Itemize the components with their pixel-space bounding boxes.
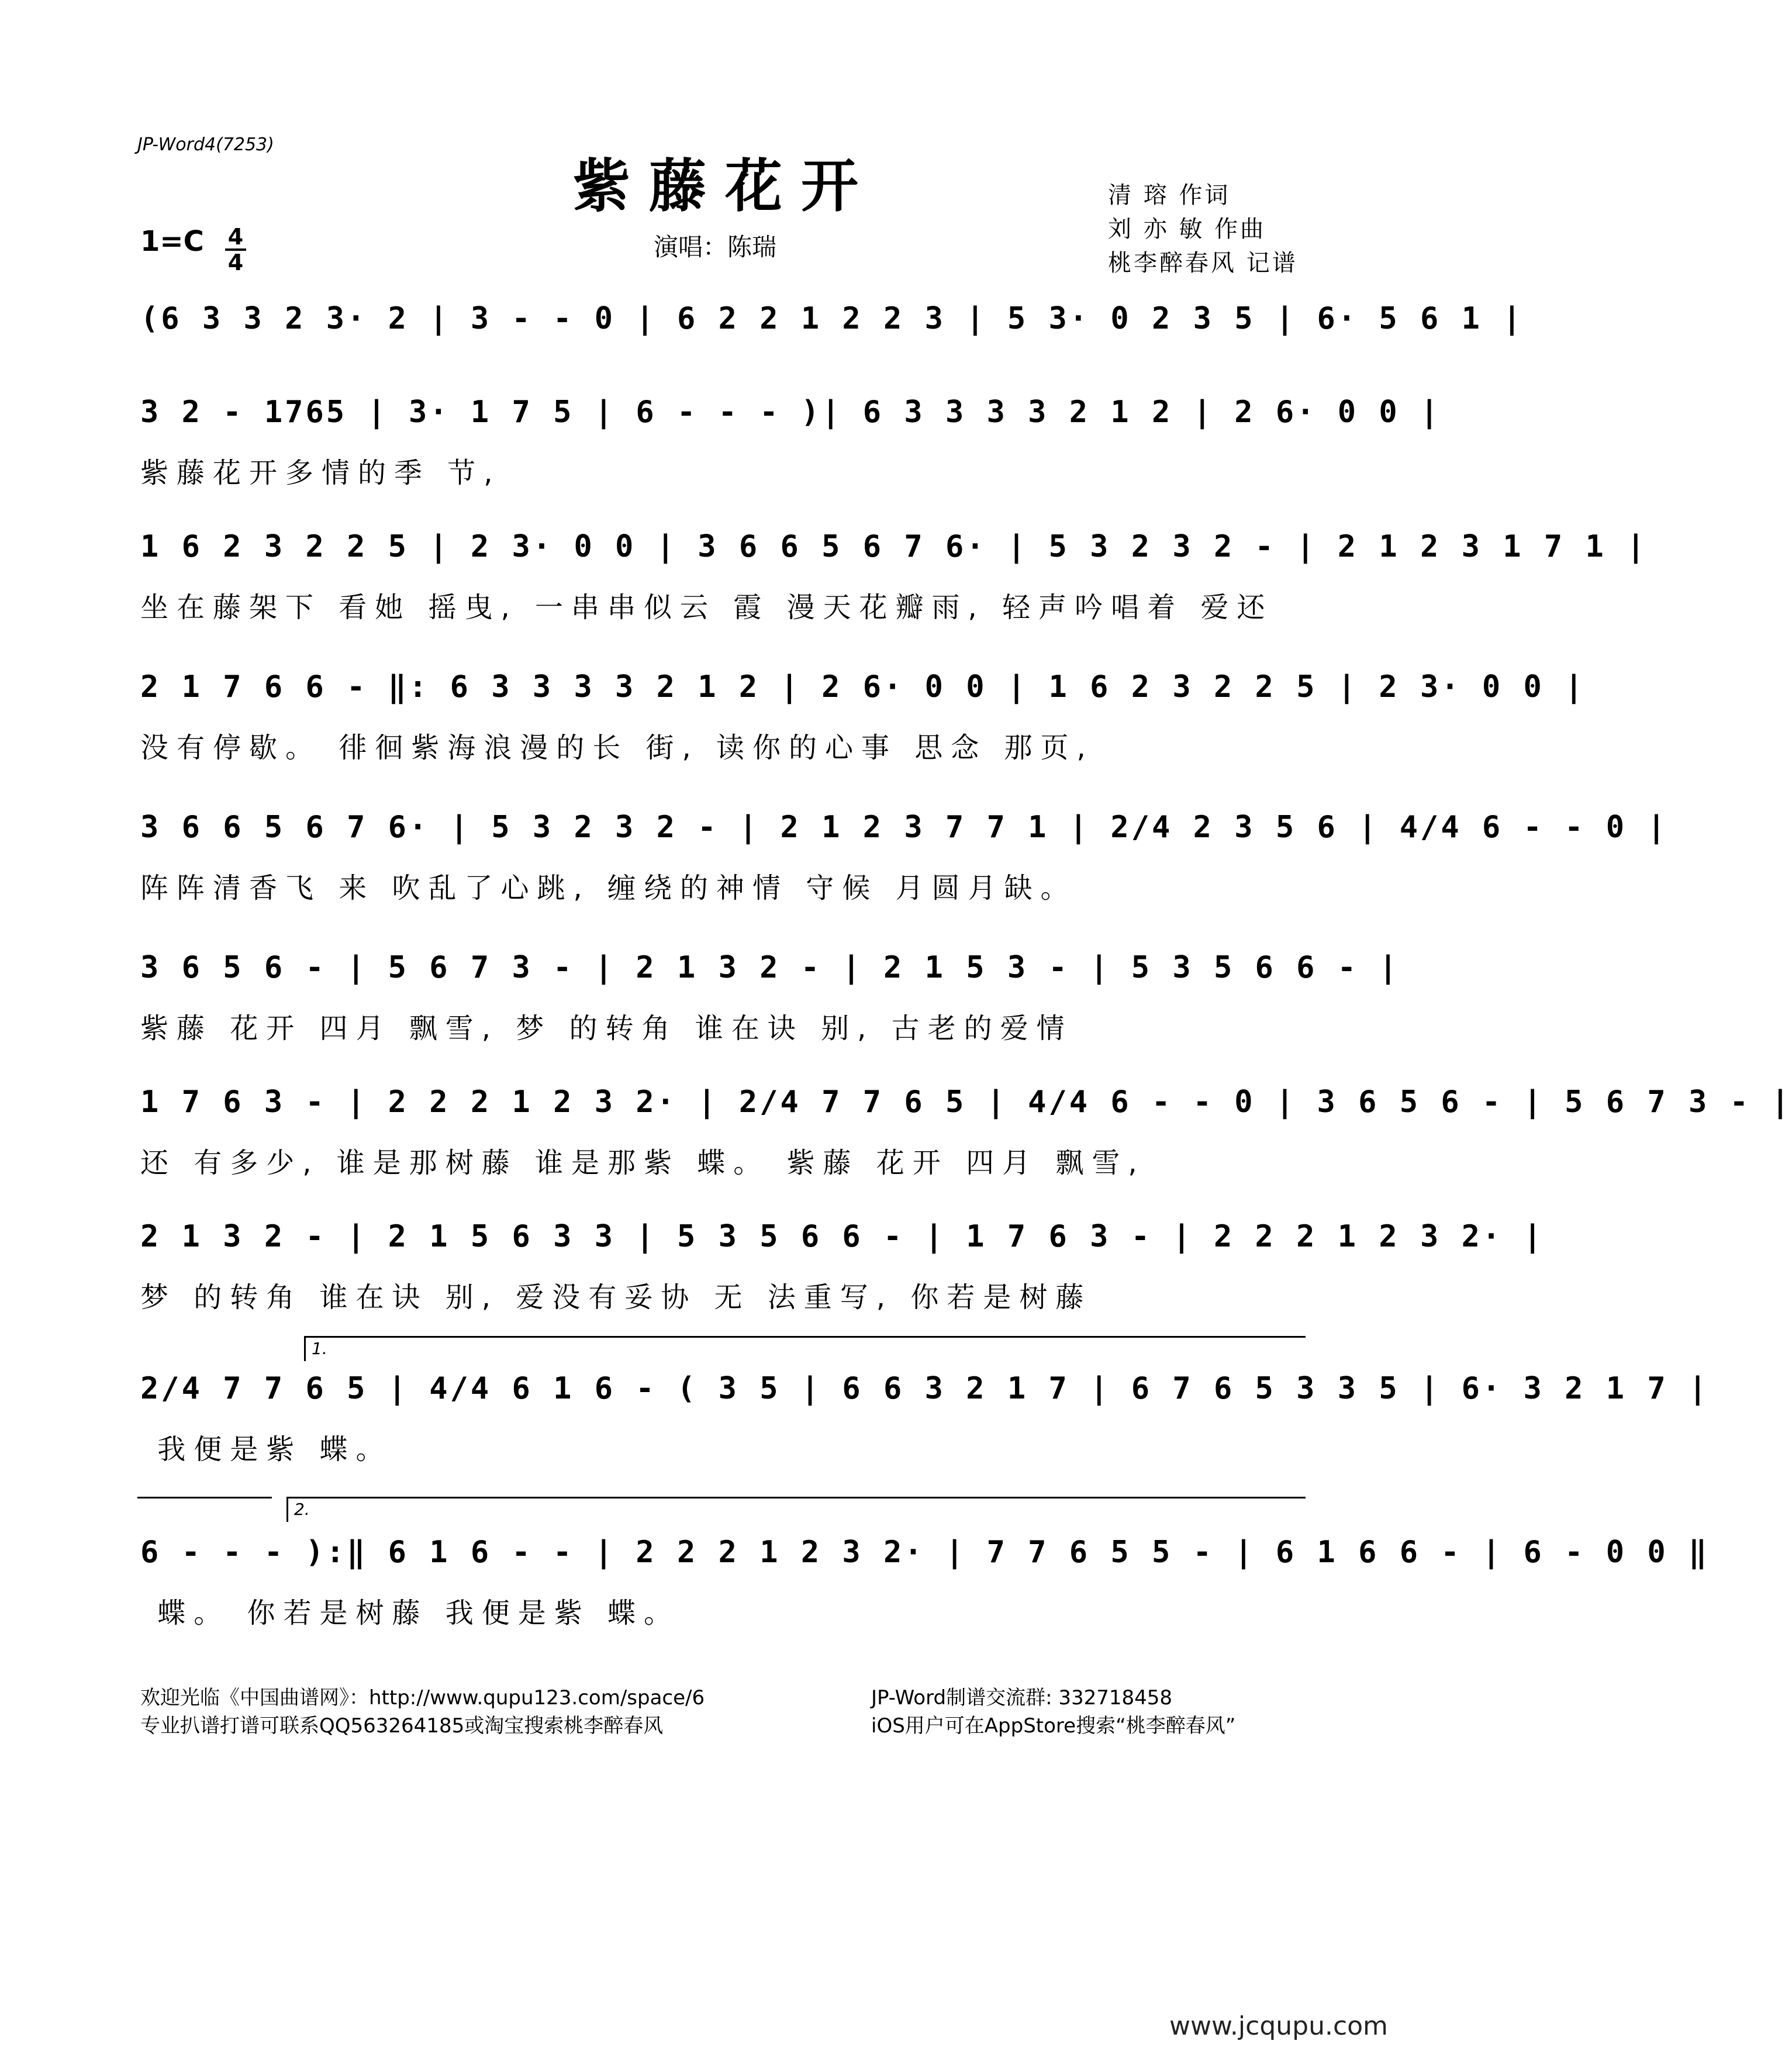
time-signature-top: 4 (227, 224, 244, 250)
watermark: www.jcqupu.com (1169, 2011, 1388, 2041)
key-signature: 1=C (140, 225, 204, 258)
lyrics-line: 还 有多少, 谁是那树藤 谁是那紫 蝶。 紫藤 花开 四月 飘雪, (140, 1147, 1145, 1179)
lyrics-line: 紫藤 花开 四月 飘雪, 梦 的转角 谁在诀 别, 古老的爱情 (140, 1012, 1073, 1045)
credits (1108, 178, 1298, 280)
footer-contact: 专业扒谱打谱可联系QQ563264185或淘宝搜索桃李醉春风 (140, 1714, 664, 1738)
composer-credit: 刘 亦 敏 作曲 (1108, 216, 1266, 243)
transcriber-credit: 桃李醉春风 记谱 (1108, 250, 1298, 277)
footer-left (140, 1684, 705, 1740)
notes-line: 2 1 3 2 - | 2 1 5 6 3 3 | 5 3 5 6 6 - | 1 7 6 3 - | 2 2 2 1 2 3 2· | (140, 1219, 1544, 1254)
notes-line: 1 6 2 3 2 2 5 | 2 3· 0 0 | 3 6 6 5 6 7 6· | 5 3 2 3 2 - | 2 1 2 3 1 7 1 | (140, 529, 1648, 564)
singer: 演唱：陈瑞 (654, 233, 777, 261)
footer-ios: iOS用户可在AppStore搜索“桃李醉春风” (871, 1714, 1236, 1738)
lyricist-credit: 清 瑢 作词 (1108, 182, 1231, 209)
notes-line: 2 1 7 6 6 - ‖: 6 3 3 3 3 2 1 2 | 2 6· 0 0 | 1 6 2 3 2 2 5 | 2 3· 0 0 | (140, 669, 1586, 705)
time-signature (225, 225, 246, 274)
notes-line: (6 3 3 2 3· 2 | 3 - - 0 | 6 2 2 1 2 2 3 | 5 3· 0 2 3 5 | 6· 5 6 1 | (140, 301, 1524, 336)
lyrics-line: 阵阵清香飞 来 吹乱了心跳, 缠绕的神情 守候 月圆月缺。 (140, 872, 1077, 904)
footer-right (871, 1684, 1235, 1740)
footer-group: JP-Word制谱交流群: 332718458 (871, 1686, 1173, 1710)
first-ending-label: 1. (312, 1339, 327, 1358)
lyrics-line: 紫藤花开多情的季 节, (140, 457, 501, 489)
footer-site-link[interactable]: 欢迎光临《中国曲谱网》：http://www.qupu123.com/space/6 (140, 1686, 705, 1710)
second-ending-label: 2. (294, 1500, 310, 1519)
lyrics-line: 我便是紫 蝶。 (140, 1433, 392, 1466)
notes-line: 6 - - - ):‖ 6 1 6 - - | 2 2 2 1 2 3 2· | 7 7 6 5 5 - | 6 1 6 6 - | 6 - 0 0 ‖ (140, 1535, 1710, 1570)
song-title: 紫藤花开 (572, 153, 877, 220)
lyrics-line: 蝶。 你若是树藤 我便是紫 蝶。 (140, 1597, 681, 1629)
notes-line: 3 6 5 6 - | 5 6 7 3 - | 2 1 3 2 - | 2 1 5 3 - | 5 3 5 6 6 - | (140, 950, 1400, 985)
time-signature-bottom: 4 (227, 250, 244, 275)
notes-line: 3 2 - 1765 | 3· 1 7 5 | 6 - - - )| 6 3 3 3 3 2 1 2 | 2 6· 0 0 | (140, 395, 1441, 430)
repeat-continuation-line (137, 1497, 272, 1522)
app-label: JP-Word4(7253) (137, 134, 274, 155)
lyrics-line: 没有停歇。 徘徊紫海浪漫的长 街, 读你的心事 思念 那页, (140, 731, 1094, 764)
second-ending-bracket (286, 1497, 1306, 1522)
notes-line: 2/4 7 7 6 5 | 4/4 6 1 6 - ( 3 5 | 6 6 3 2 1 7 | 6 7 6 5 3 3 5 | 6· 3 2 1 7 | (140, 1371, 1710, 1406)
first-ending-bracket (304, 1336, 1306, 1361)
notes-line: 1 7 6 3 - | 2 2 2 1 2 3 2· | 2/4 7 7 6 5 | 4/4 6 - - 0 | 3 6 5 6 - | 5 6 7 3 - | (140, 1085, 1792, 1120)
lyrics-line: 梦 的转角 谁在诀 别, 爱没有妥协 无 法重写, 你若是树藤 (140, 1281, 1092, 1314)
lyrics-line: 坐在藤架下 看她 摇曳, 一串串似云 霞 漫天花瓣雨, 轻声吟唱着 爱还 (140, 591, 1273, 624)
notes-line: 3 6 6 5 6 7 6· | 5 3 2 3 2 - | 2 1 2 3 7 7 1 | 2/4 2 3 5 6 | 4/4 6 - - 0 | (140, 810, 1668, 845)
